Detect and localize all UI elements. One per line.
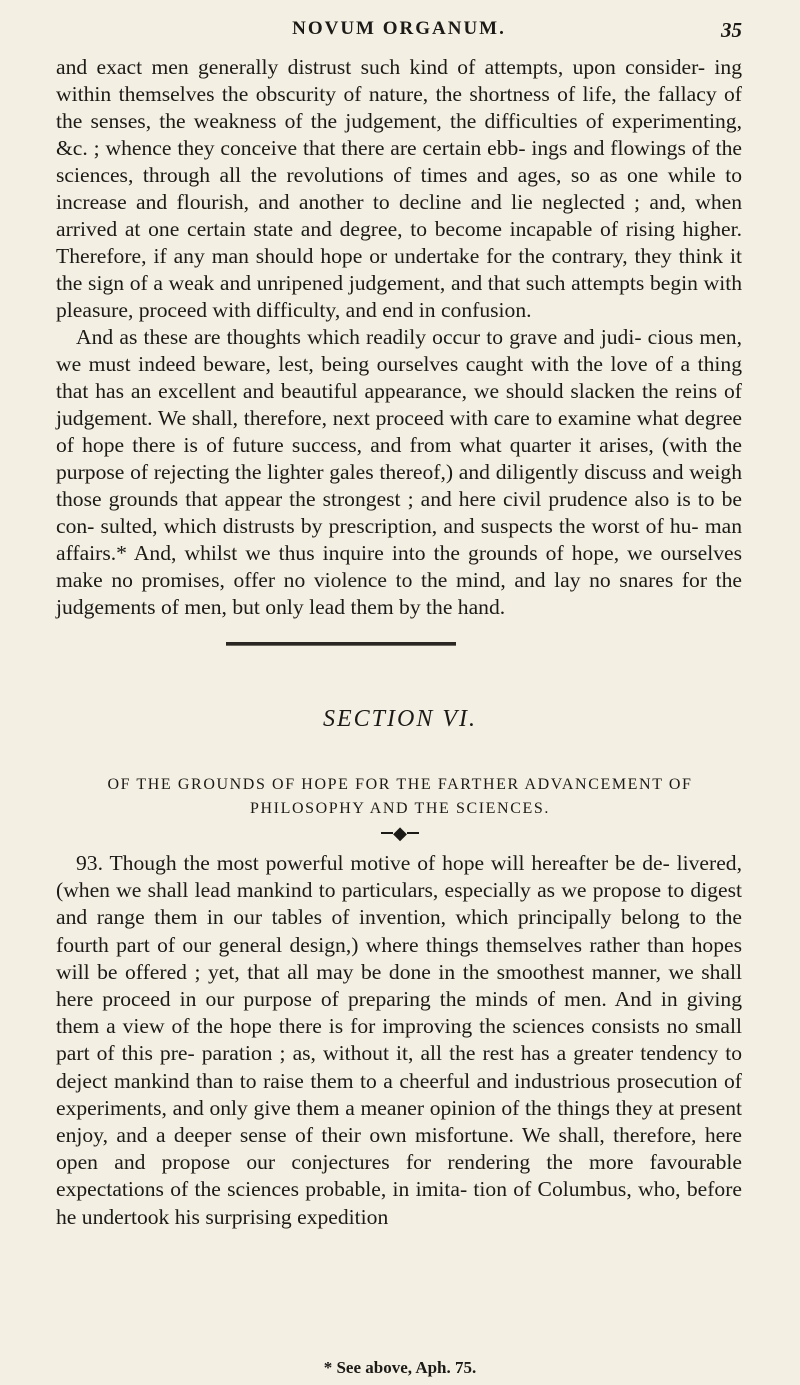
body-text [56,54,742,621]
aphorism-paragraph: 93. Though the most powerful motive of hope will hereafter be de- livered, (when we shall lead mankind to particulars, especially as we propose to digest and range them in our tables of invention, which principally belong to the fourth part of our general design,) where things themselves rather than hopes will be offered ; yet, that all may be done in the smoothest manner, we shall here proceed in our purpose of preparing the minds of men. And in giving them a view of the hope there is for improving the sciences consists no small part of this pre- paration ; as, without it, all the rest has a greater tendency to deject mankind than to raise them to a cheerful and industrious prosecution of experiments, and only give them a meaner opinion of the things they at present enjoy, and a deeper sense of their own misfortune. We shall, therefore, here open and propose our conjectures for rendering the more favourable expectations of the sciences probable, in imita- tion of Columbus, who, before he undertook his surprising expedition [56,851,742,1229]
divider-rule [226,642,456,646]
section-title: SECTION VI. [323,706,477,732]
ornament-icon: ◆ [0,822,800,843]
paragraph: And as these are thoughts which readily occur to grave and judi- cious men, we must indeed beware, lest, being ourselves caught with the love of a thing that has an excellent and beautiful appearance, we should slacken the reins of judgement. We shall, therefore, next proceed with care to examine what degree of hope there is of future success, and from what quarter it arises, (with the purpose of rejecting the lighter gales thereof,) and diligently discuss and weigh those grounds that appear the strongest ; and here civil prudence also is to be con- sulted, which distrusts by prescription, and suspects the worst of hu- man affairs.* And, whilst we thus inquire into the grounds of hope, we ourselves make no promises, offer no violence to the mind, and lay no snares for the judgements of men, but only lead them by the hand. [56,325,742,619]
section-subtitle-line: PHILOSOPHY AND THE SCIENCES. [250,800,550,817]
running-head [56,12,742,42]
running-title: NOVUM ORGANUM. [292,18,506,39]
footnote: * See above, Aph. 75. [323,1358,477,1377]
section-body [0,850,800,1231]
section-subtitle-line: OF THE GROUNDS OF HOPE FOR THE FARTHER ADVANCEMENT OF [107,776,693,793]
page-number: 35 [721,18,742,42]
section-subtitle [0,773,800,821]
paragraph: and exact men generally distrust such kind of attempts, upon consider- ing within themselves the obscurity of nature, the shortness of life, the fallacy of the senses, the weakness of the judgement, the difficulties of experimenting, &c. ; whence they conceive that there are certain ebb- ings and flowings of the sciences, through all the revolutions of times and ages, so as one while to increase and flourish, and another to decline and lie neglected ; and, when arrived at one certain state and degree, to become incapable of rising higher. Therefore, if any man should hope or undertake for the contrary, they think it the sign of a weak and unripened judgement, and that such attempts begin with pleasure, proceed with difficulty, and end in confusion. [56,55,742,322]
section-divider [0,642,800,648]
